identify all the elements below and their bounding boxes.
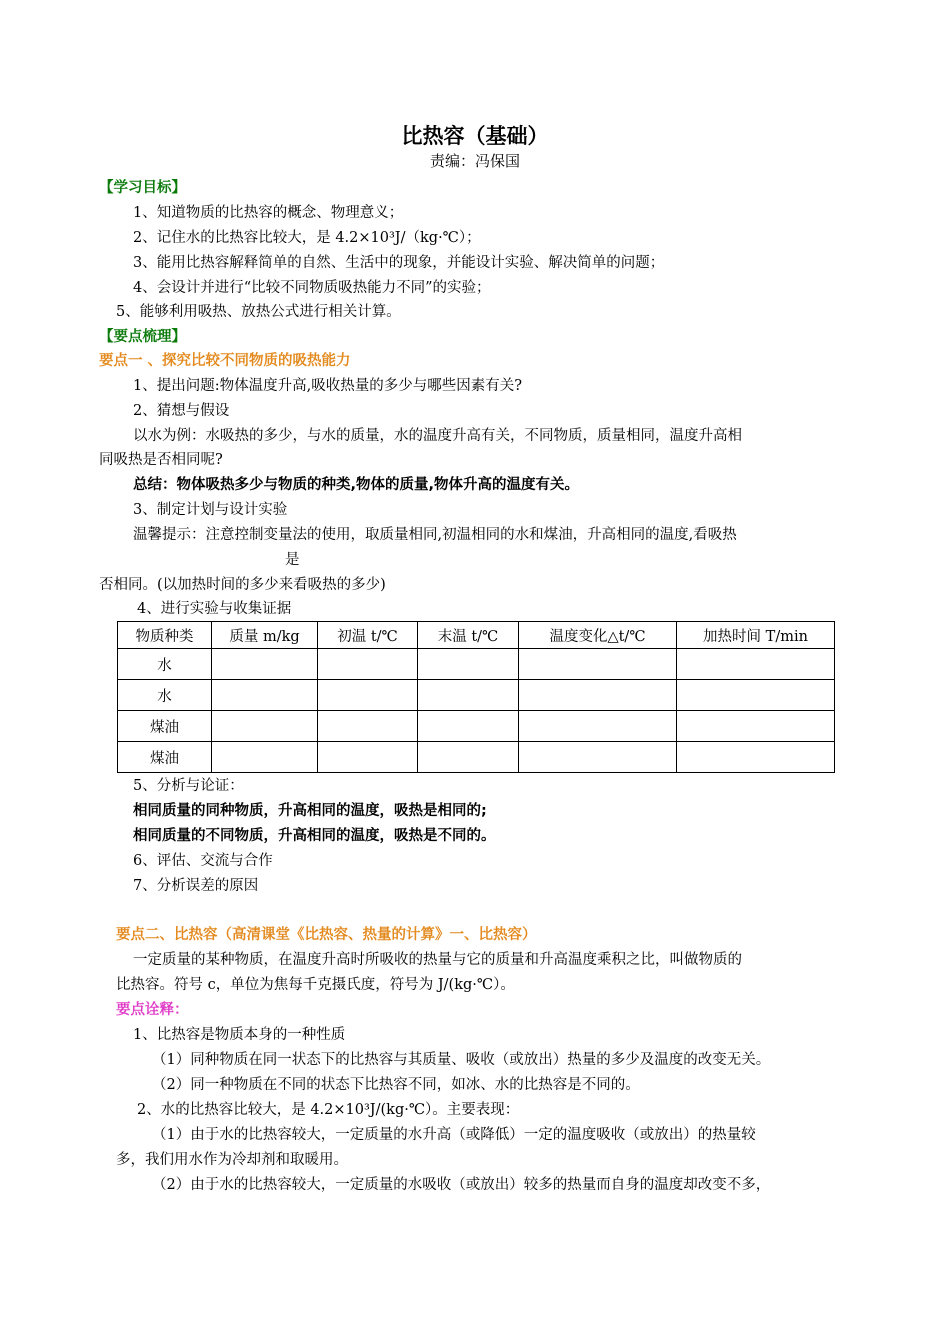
table-header-cell: 加热时间 T/min — [677, 622, 835, 649]
table-cell — [519, 742, 677, 773]
goal-item: 4、会设计并进行“比较不同物质吸热能力不同”的实验； — [133, 280, 491, 296]
definition-line: 比热容。符号 c，单位为焦每千克摄氏度，符号为 J/(kg·℃）。 — [116, 977, 515, 993]
example-line: 以水为例：水吸热的多少，与水的质量，水的温度升高有关，不同物质，质量相同，温度升高相 — [133, 428, 742, 444]
table-cell-substance: 煤油 — [118, 742, 212, 773]
point2-heading: 要点二、比热容（高清课堂《比热容、热量的计算》一、比热容） — [116, 927, 537, 943]
experiment-table — [117, 621, 835, 773]
goal-item: 1、知道物质的比热容的概念、物理意义； — [133, 205, 404, 221]
table-cell — [212, 742, 318, 773]
table-cell — [677, 680, 835, 711]
note-1: 1、比热容是物质本身的一种性质 — [133, 1027, 346, 1043]
table-cell — [418, 649, 519, 680]
point1-heading: 要点一 、探究比较不同物质的吸热能力 — [99, 353, 351, 369]
table-header-row — [118, 622, 835, 649]
note-2: 2、水的比热容比较大，是 4.2×10³J/(kg·℃）。主要表现： — [137, 1102, 520, 1118]
step-3: 3、制定计划与设计实验 — [133, 502, 288, 518]
goal-item: 5、能够利用吸热、放热公式进行相关计算。 — [116, 304, 401, 320]
conclusion: 相同质量的同种物质，升高相同的温度，吸热是相同的; — [133, 803, 487, 819]
goal-item: 3、能用比热容解释简单的自然、生活中的现象，并能设计实验、解决简单的问题； — [133, 255, 665, 271]
table-header-cell: 质量 m/kg — [212, 622, 318, 649]
table-cell — [418, 742, 519, 773]
table-cell — [418, 711, 519, 742]
table-cell — [519, 649, 677, 680]
note-2-a-cont: 多，我们用水作为冷却剂和取暖用。 — [116, 1152, 348, 1168]
table-cell — [318, 742, 418, 773]
tip-wrap: 是 — [285, 552, 300, 568]
step-4: 4、进行实验与收集证据 — [137, 601, 292, 617]
table-cell-substance: 水 — [118, 649, 212, 680]
step-1: 1、提出问题:物体温度升高,吸收热量的多少与哪些因素有关? — [133, 378, 522, 394]
note-2-b: （2）由于水的比热容较大，一定质量的水吸收（或放出）较多的热量而自身的温度却改变不多， — [152, 1177, 771, 1193]
table-row — [118, 680, 835, 711]
editor-line: 责编：冯保国 — [429, 152, 520, 170]
table-cell-substance: 水 — [118, 680, 212, 711]
table-cell — [677, 649, 835, 680]
table-cell-substance: 煤油 — [118, 711, 212, 742]
step-2: 2、猜想与假设 — [133, 403, 230, 419]
step-6: 6、评估、交流与合作 — [133, 853, 273, 869]
table-cell — [519, 711, 677, 742]
table-header-cell: 初温 t/℃ — [318, 622, 418, 649]
table-row — [118, 742, 835, 773]
summary: 总结：物体吸热多少与物质的种类,物体的质量,物体升高的温度有关。 — [133, 477, 580, 493]
table-cell — [318, 680, 418, 711]
table-cell — [212, 680, 318, 711]
table-row — [118, 711, 835, 742]
table-header-cell: 物质种类 — [118, 622, 212, 649]
note-1-b: （2）同一种物质在不同的状态下比热容不同，如冰、水的比热容是不同的。 — [152, 1077, 640, 1093]
table-cell — [418, 680, 519, 711]
tip-line: 否相同。(以加热时间的多少来看吸热的多少) — [99, 577, 386, 593]
table-cell — [677, 711, 835, 742]
definition-line: 一定质量的某种物质，在温度升高时所吸收的热量与它的质量和升高温度乘积之比，叫做物质的 — [133, 952, 742, 968]
tip-line: 温馨提示：注意控制变量法的使用，取质量相同,初温相同的水和煤油，升高相同的温度,看吸热 — [133, 527, 737, 543]
table-cell — [318, 711, 418, 742]
goals-heading: 【学习目标】 — [99, 180, 186, 196]
notes-heading: 要点诠释： — [116, 1002, 189, 1018]
table-header-cell: 末温 t/℃ — [418, 622, 519, 649]
goal-item: 2、记住水的比热容比较大，是 4.2×10³J/（kg·℃）； — [133, 230, 481, 246]
table-cell — [212, 711, 318, 742]
points-heading: 【要点梳理】 — [99, 329, 186, 345]
page-title: 比热容（基础） — [401, 124, 549, 148]
example-line: 同吸热是否相同呢? — [99, 452, 223, 468]
step-5: 5、分析与论证： — [133, 778, 244, 794]
table-cell — [677, 742, 835, 773]
step-7: 7、分析误差的原因 — [133, 878, 259, 894]
table-cell — [519, 680, 677, 711]
note-2-a: （1）由于水的比热容较大，一定质量的水升高（或降低）一定的温度吸收（或放出）的热量较 — [152, 1127, 756, 1143]
table-row — [118, 649, 835, 680]
table-cell — [212, 649, 318, 680]
table-header-cell: 温度变化△t/℃ — [519, 622, 677, 649]
conclusion: 相同质量的不同物质，升高相同的温度，吸热是不同的。 — [133, 828, 496, 844]
note-1-a: （1）同种物质在同一状态下的比热容与其质量、吸收（或放出）热量的多少及温度的改变无关。 — [152, 1052, 771, 1068]
table-cell — [318, 649, 418, 680]
